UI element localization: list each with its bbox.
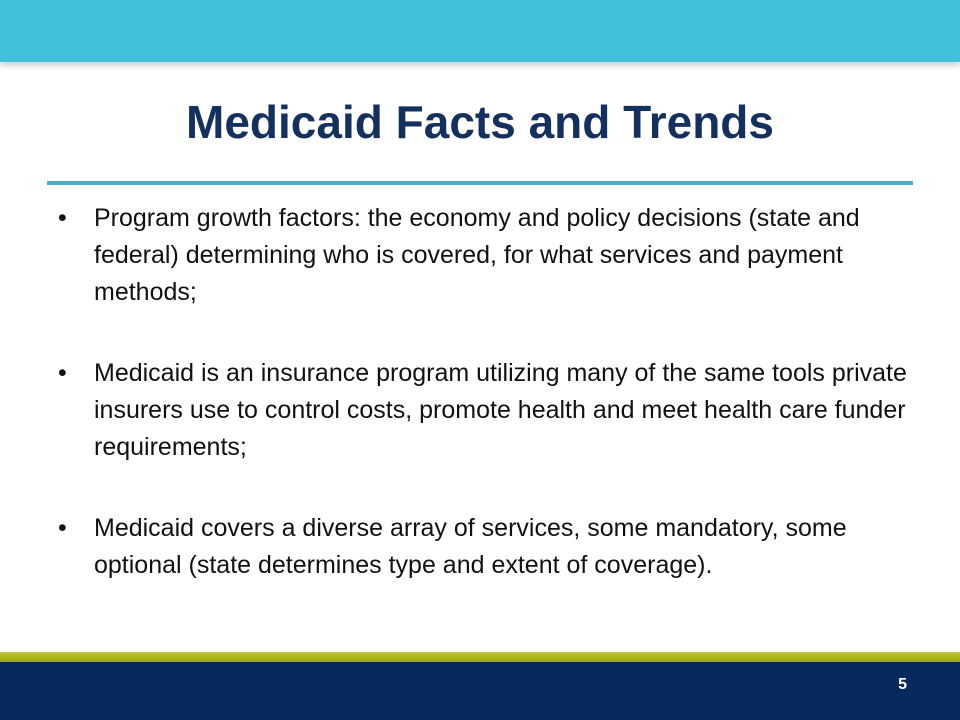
title-divider xyxy=(47,181,913,185)
bullet-list xyxy=(58,200,918,584)
bullet-item xyxy=(58,510,918,584)
bullet-item xyxy=(58,200,918,311)
slide-title: Medicaid Facts and Trends xyxy=(186,96,774,148)
header-band xyxy=(0,0,960,62)
bullet-marker: • xyxy=(58,514,67,542)
bullet-text: Program growth factors: the economy and policy decisions (state and federal) determining who is covered, for what services and payment methods; xyxy=(94,204,860,306)
bullet-marker: • xyxy=(58,359,67,387)
bullet-text: Medicaid is an insurance program utilizing many of the same tools private insurers use to control costs, promote health and meet health care funder requirements; xyxy=(94,359,907,461)
footer-band xyxy=(0,662,960,720)
footer-accent-stripe xyxy=(0,652,960,662)
bullet-item xyxy=(58,355,918,466)
page-number: 5 xyxy=(898,676,907,693)
bullet-text: Medicaid covers a diverse array of services, some mandatory, some optional (state determines type and extent of coverage). xyxy=(94,514,847,579)
bullet-marker: • xyxy=(58,204,67,232)
